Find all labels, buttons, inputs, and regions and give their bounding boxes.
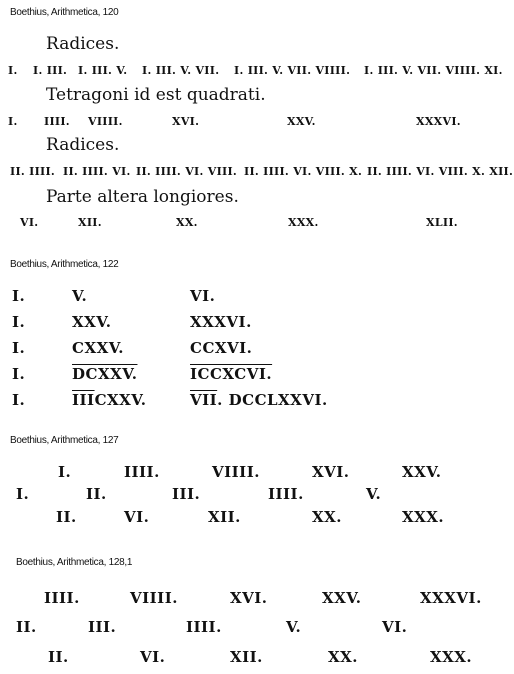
diagram-cell: I. xyxy=(16,485,30,503)
diagram-cell: VI. xyxy=(140,648,166,666)
diagram-cell: XXV. xyxy=(322,589,362,607)
table-cell: I. xyxy=(12,313,26,331)
table-cell: XXV. xyxy=(72,313,112,331)
diagram-cell: VI. xyxy=(382,618,408,636)
series-cell: I. III. V. VII. VIIII. xyxy=(234,64,351,77)
diagram-cell: IIII. xyxy=(44,589,80,607)
numeral-tail: . DCCLXXVI. xyxy=(217,391,328,409)
diagram-cell: IIII. xyxy=(124,463,160,481)
series-cell: XVI. xyxy=(172,115,200,128)
heading-radices: Radices. xyxy=(46,34,120,54)
diagram-cell: IIII. xyxy=(186,618,222,636)
table-cell: XXXVI. xyxy=(190,313,252,331)
diagram-cell: VIIII. xyxy=(130,589,178,607)
series-cell: XLII. xyxy=(426,216,458,229)
series-cell: IIII. xyxy=(44,115,70,128)
table-cell: I. xyxy=(12,339,26,357)
table-cell: VI. xyxy=(190,287,216,305)
series-cell: II. IIII. VI. VIII. xyxy=(136,165,238,178)
diagram-cell: III. xyxy=(88,618,117,636)
table-cell xyxy=(190,393,328,408)
diagram-cell: XXV. xyxy=(402,463,442,481)
diagram-cell: XX. xyxy=(312,508,342,526)
section-caption: Boethius, Arithmetica, 128,1 xyxy=(16,557,133,568)
numeral-tail: CXXV. xyxy=(94,391,147,409)
series-cell: I. xyxy=(8,64,18,77)
diagram-cell: XX. xyxy=(328,648,358,666)
series-cell: II. IIII. VI. xyxy=(63,165,131,178)
diagram-cell: XVI. xyxy=(312,463,350,481)
diagram-cell: XVI. xyxy=(230,589,268,607)
table-cell: CXXV. xyxy=(72,339,124,357)
series-cell: VI. xyxy=(20,216,39,229)
section-caption: Boethius, Arithmetica, 120 xyxy=(10,7,119,18)
series-cell: II. IIII. xyxy=(10,165,56,178)
diagram-cell: III. xyxy=(172,485,201,503)
section-caption: Boethius, Arithmetica, 127 xyxy=(10,435,119,446)
diagram-cell: II. xyxy=(86,485,107,503)
series-cell: I. III. V. VII. VIIII. XI. xyxy=(364,64,503,77)
table-cell xyxy=(72,393,147,408)
series-cell: VIIII. xyxy=(88,115,123,128)
series-cell: XXV. xyxy=(287,115,316,128)
series-cell: XXXVI. xyxy=(416,115,461,128)
table-cell: I. xyxy=(12,391,26,409)
diagram-cell: V. xyxy=(286,618,302,636)
overlined-numeral: $\overline{VII}$ xyxy=(190,391,218,409)
table-cell: I. xyxy=(12,365,26,383)
series-cell: XXX. xyxy=(288,216,319,229)
series-cell: II. IIII. VI. VIII. X. xyxy=(244,165,363,178)
diagram-cell: V. xyxy=(366,485,382,503)
series-cell: I. xyxy=(8,115,18,128)
table-cell: I. xyxy=(12,287,26,305)
diagram-cell: XXXVI. xyxy=(420,589,482,607)
overlined-numeral: $\overline{III}$ xyxy=(72,391,95,409)
heading-parte-altera: Parte altera longiores. xyxy=(46,187,239,207)
diagram-cell: II. xyxy=(56,508,77,526)
series-cell: XII. xyxy=(78,216,102,229)
diagram-cell: XXX. xyxy=(402,508,445,526)
diagram-cell: II. xyxy=(48,648,69,666)
heading-tetragoni: Tetragoni id est quadrati. xyxy=(46,85,266,105)
table-cell: V. xyxy=(72,287,88,305)
diagram-cell: XXX. xyxy=(430,648,473,666)
table-cell: CCXVI. xyxy=(190,339,253,357)
diagram-cell: VIIII. xyxy=(212,463,260,481)
series-cell: I. III. V. VII. xyxy=(142,64,220,77)
diagram-cell: XII. xyxy=(230,648,263,666)
diagram-cell: I. xyxy=(58,463,72,481)
section-caption: Boethius, Arithmetica, 122 xyxy=(10,259,119,270)
series-cell: I. III. xyxy=(33,64,68,77)
table-cell: ICCXCVI. xyxy=(190,365,273,383)
table-cell: DCXXV. xyxy=(72,365,138,383)
diagram-cell: II. xyxy=(16,618,37,636)
diagram-cell: VI. xyxy=(124,508,150,526)
series-cell: XX. xyxy=(176,216,198,229)
series-cell: II. IIII. VI. VIII. X. XII. xyxy=(367,165,514,178)
heading-radices-2: Radices. xyxy=(46,135,120,155)
diagram-cell: XII. xyxy=(208,508,241,526)
series-cell: I. III. V. xyxy=(78,64,128,77)
diagram-cell: IIII. xyxy=(268,485,304,503)
